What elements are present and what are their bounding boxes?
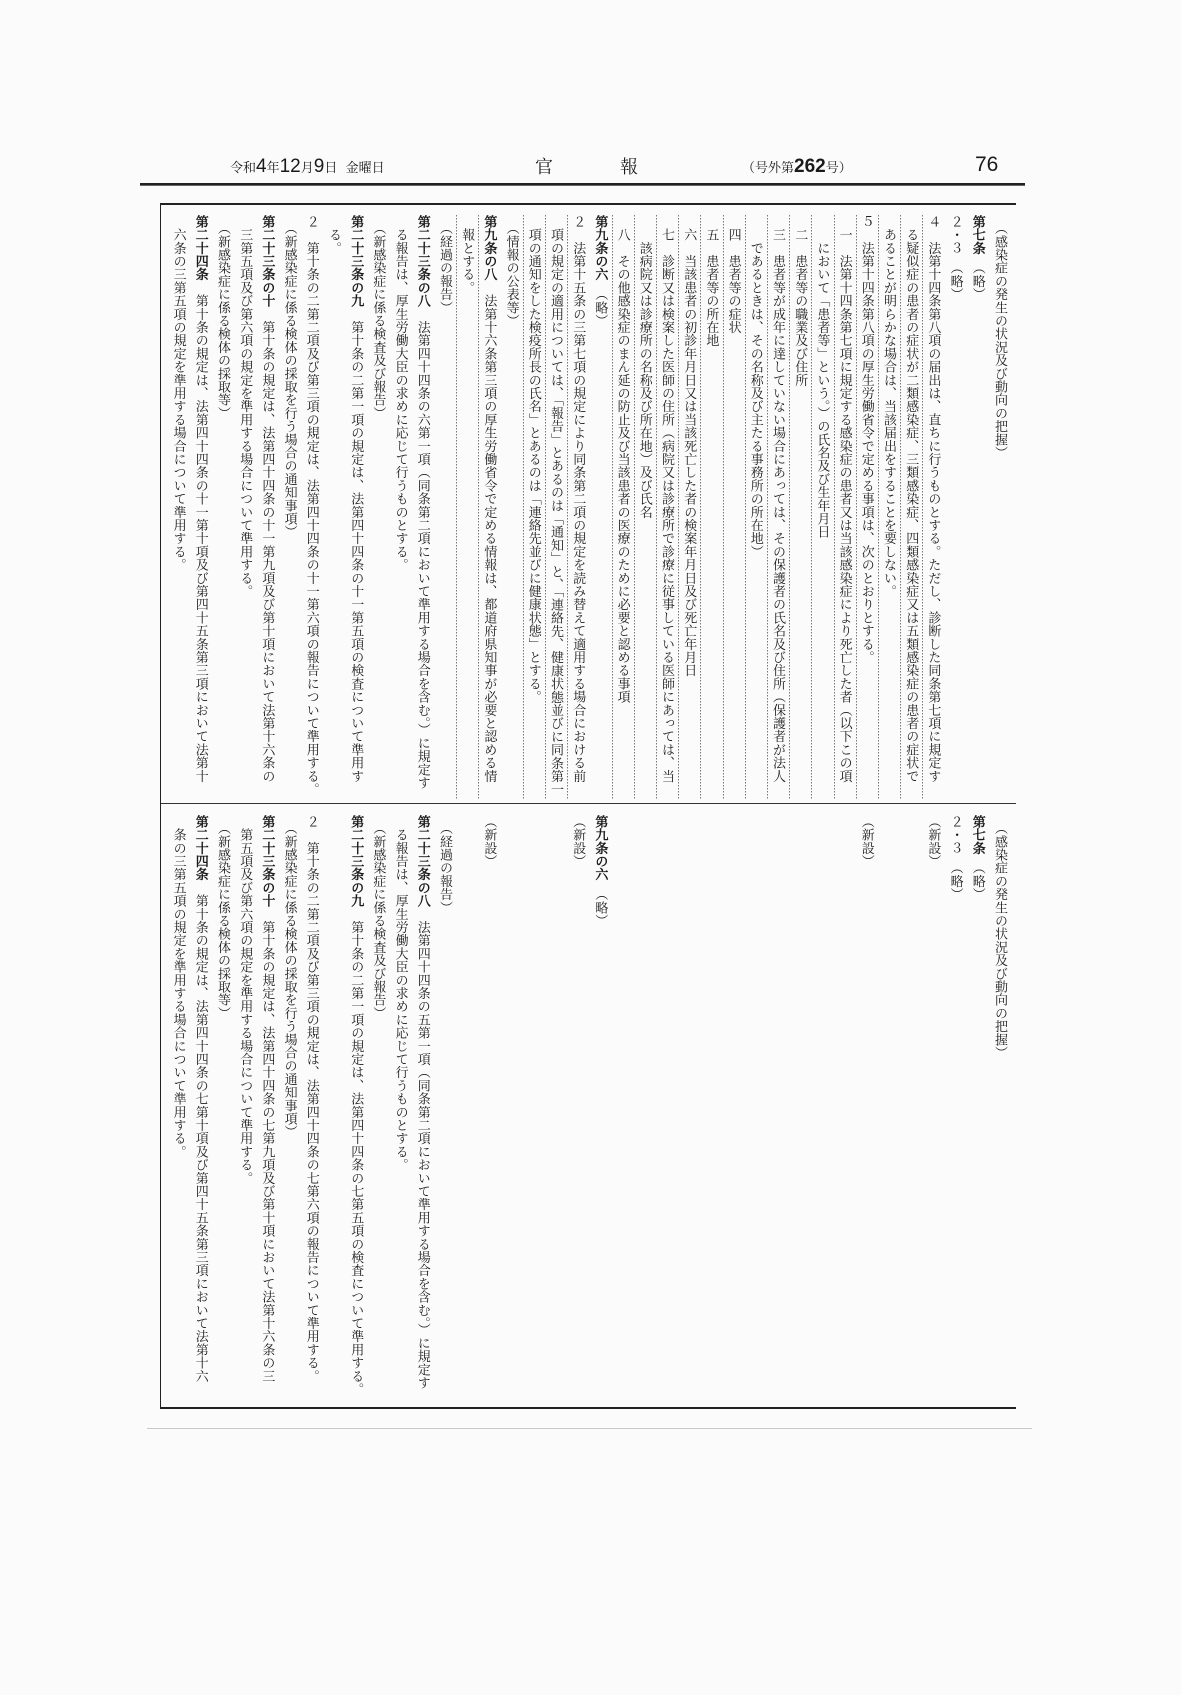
issue-date: [230, 156, 385, 186]
text-column: る。: [326, 215, 341, 255]
text-column: る報告は、厚生労働大臣の求めに応じて行うものとする。: [392, 215, 408, 572]
text-column: 条の三第五項の規定を準用する場合について準用する。: [170, 815, 186, 1159]
text-column: 第二十三条の十 第十条の規定は、法第四十四条の十一第九項及び第十項において法第十六条の: [259, 215, 275, 783]
blank-column: [522, 815, 544, 1400]
text-column: ２・３ （略）: [947, 815, 963, 901]
blank-column: [744, 815, 766, 1400]
amended-text-section: [161, 205, 1016, 803]
blank-column: [722, 815, 744, 1400]
date-year: 4: [256, 156, 267, 177]
blank-column: [788, 815, 810, 1400]
blank-column: [877, 815, 899, 1400]
text-column: 第九条の八 法第十六条第三項の厚生労働省令で定める情報は、都道府県知事が必要と認める情: [477, 215, 499, 800]
current-text-section: [161, 805, 1016, 1405]
text-column: （新感染症に係る検体の採取を行う場合の通知事項）: [281, 815, 297, 1139]
text-column: （新設）: [925, 815, 941, 868]
text-column: （新感染症に係る検体の採取等）: [215, 215, 230, 420]
blank-column: [611, 815, 633, 1400]
blank-column: [899, 815, 921, 1400]
date-era: 令和: [230, 161, 257, 176]
text-column: 第二十四条 第十条の規定は、法第四十四条の十一第十項及び第四十五条第三項において法第十: [192, 215, 208, 783]
text-column: 項の規定の適用については、「報告」とあるのは「通知」と、「連絡先、健康状態並びに同条第一: [544, 215, 566, 800]
text-column: あることが明らかな場合は、当該届出をすることを要しない。: [877, 215, 899, 800]
page-number: 76: [975, 153, 999, 176]
blank-column: [677, 815, 699, 1400]
text-column: 項の通知をした検疫所長の氏名」とあるのは「連絡先並びに健康状態」とする。: [522, 215, 544, 800]
text-column: （情報の公表等）: [503, 215, 519, 328]
date-day-unit: 日: [324, 161, 338, 176]
text-column: 第二十三条の十 第十条の規定は、法第四十四条の七第九項及び第十項において法第十六条の三: [259, 815, 275, 1383]
text-column: 三 患者等が成年に達していない場合にあっては、その保護者の氏名及び住所（保護者が法人: [766, 215, 788, 800]
section-divider: [161, 803, 1016, 804]
blank-column: [699, 815, 721, 1400]
text-column: において「患者等」という。）の氏名及び生年月日: [810, 215, 832, 800]
text-column: 第二十三条の九 第十条の二第一項の規定は、法第四十四条の七第五項の検査について準用する。: [348, 815, 364, 1396]
text-column: 六 当該患者の初診年月日又は当該死亡した者の検案年月日及び死亡年月日: [677, 215, 699, 800]
issue-suffix: 号）: [825, 161, 852, 176]
blank-column: [655, 815, 677, 1400]
text-column: 第七条 （略）: [969, 215, 985, 301]
date-month: 12: [279, 156, 301, 177]
text-column: 第二十三条の八 法第四十四条の六第一項（同条第二項において準用する場合を含む。）に規定す: [414, 215, 430, 790]
text-column: 八 その他感染症のまん延の防止及び当該患者の医療のために必要と認める事項: [611, 215, 633, 800]
text-column: （新設）: [858, 815, 874, 868]
text-column: 第九条の六 （略）: [592, 815, 608, 928]
text-column: 該病院又は診療所の名称及び所在地）及び氏名: [633, 215, 655, 800]
text-column: 四 患者等の症状: [722, 215, 744, 800]
blank-column: [322, 815, 344, 1400]
text-column: る疑似症の患者の症状が二類感染症、三類感染症、四類感染症又は五類感染症の患者の症状で: [899, 215, 921, 800]
blank-column: [833, 815, 855, 1400]
text-column: 一 法第十四条第七項に規定する感染症の患者又は当該感染症により死亡した者（以下この項: [833, 215, 855, 800]
header-rule: [140, 183, 1025, 186]
text-column: ２ 第十条の二第二項及び第三項の規定は、法第四十四条の十一第六項の報告について準用する。: [303, 215, 319, 796]
date-month-unit: 月: [300, 161, 314, 176]
text-column: （新感染症に係る検体の採取等）: [215, 815, 230, 1020]
text-column: ４ 法第十四条第八項の届出は、直ちに行うものとする。ただし、診断した同条第七項に規定す: [921, 215, 943, 800]
text-column: （新感染症に係る検査及び報告）: [370, 815, 386, 1020]
blank-column: [766, 815, 788, 1400]
text-column: 第九条の六 （略）: [592, 215, 608, 328]
text-column: であるときは、その名称及び主たる事務所の所在地）: [744, 215, 766, 800]
blank-column: [500, 815, 522, 1400]
text-column: 五 患者等の所在地: [699, 215, 721, 800]
text-column: （新感染症に係る検体の採取を行う場合の通知事項）: [281, 215, 297, 539]
text-column: 第二十三条の九 第十条の二第一項の規定は、法第四十四条の十一第五項の検査について準用す: [348, 215, 364, 783]
gazette-title-po: 報: [620, 157, 638, 178]
blank-column: [544, 815, 566, 1400]
text-column: 第二十四条 第十条の規定は、法第四十四条の七第十項及び第四十五条第三項において法第十六: [192, 815, 208, 1383]
blank-column: [810, 815, 832, 1400]
text-column: 報とする。: [455, 215, 477, 800]
text-column: 第五項及び第六項の規定を準用する場合について準用する。: [237, 815, 253, 1185]
text-column: ２・３ （略）: [947, 215, 963, 301]
issue-number: [742, 156, 852, 186]
date-day: 9: [313, 156, 325, 177]
issue-prefix: （号外第: [742, 161, 795, 176]
text-column: 六条の三第五項の規定を準用する場合について準用する。: [170, 215, 186, 572]
issue-number-value: 262: [794, 156, 826, 177]
text-column: 二 患者等の職業及び住所: [788, 215, 810, 800]
text-column: （新設）: [570, 815, 586, 868]
blank-column: [455, 815, 477, 1400]
date-weekday: 金曜日: [345, 161, 385, 176]
text-column: ５ 法第十四条第八項の厚生労働省令で定める事項は、次のとおりとする。: [855, 215, 877, 800]
gazette-title-kan: 官: [535, 157, 553, 178]
text-column: ２ 法第十五条の三第七項の規定により同条第二項の規定を読み替えて適用する場合における前: [566, 215, 588, 800]
text-column: （経過の報告）: [437, 815, 452, 915]
text-column: ２ 第十条の二第二項及び第三項の規定は、法第四十四条の七第六項の報告について準用する。: [303, 815, 319, 1383]
text-column: る報告は、厚生労働大臣の求めに応じて行うものとする。: [392, 815, 408, 1172]
text-column: 三第五項及び第六項の規定を準用する場合について準用する。: [237, 215, 253, 598]
page-bottom-rule: [147, 1428, 1032, 1429]
text-column: 第七条 （略）: [969, 815, 985, 901]
date-year-unit: 年: [266, 161, 280, 176]
text-column: （感染症の発生の状況及び動向の把握）: [992, 815, 1007, 1060]
comparison-table: [160, 203, 1016, 1409]
text-column: 第二十三条の八 法第四十四条の五第一項（同条第二項において準用する場合を含む。）に規定す: [414, 815, 430, 1390]
blank-column: [633, 815, 655, 1400]
text-column: （新設）: [481, 815, 497, 868]
text-column: 七 診断又は検案した医師の住所（病院又は診療所で診療に従事している医師にあっては、当: [655, 215, 677, 800]
text-column: （感染症の発生の状況及び動向の把握）: [992, 215, 1007, 460]
text-column: （新感染症に係る検査及び報告）: [370, 215, 386, 420]
text-column: （経過の報告）: [437, 215, 452, 315]
